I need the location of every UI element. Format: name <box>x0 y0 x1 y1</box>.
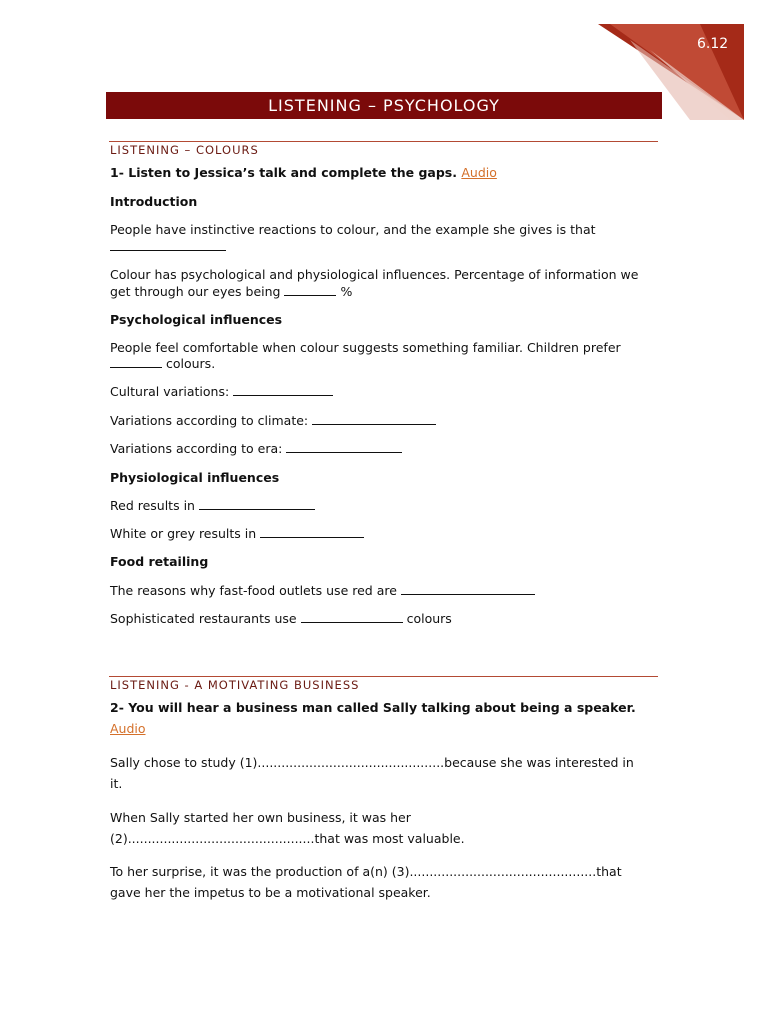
climate-line <box>110 412 660 429</box>
answer-gap[interactable] <box>301 611 403 623</box>
physio-heading: Physiological influences <box>110 470 280 485</box>
section-heading-colours: LISTENING – COLOURS <box>110 143 259 157</box>
intro-gap-line <box>110 238 660 255</box>
intro-heading: Introduction <box>110 194 198 209</box>
white-line <box>110 525 660 542</box>
sophisticated-suffix: colours <box>406 611 452 626</box>
question-1-line-a: Sally chose to study (1)...............................................because she was interested in <box>110 755 634 770</box>
question-1-line-b: it. <box>110 776 123 791</box>
psych-heading: Psychological influences <box>110 312 283 327</box>
answer-gap[interactable] <box>199 498 315 510</box>
audio-link-2-row <box>110 720 660 737</box>
answer-gap[interactable] <box>312 413 436 425</box>
answer-gap[interactable] <box>260 526 364 538</box>
answer-gap[interactable] <box>110 356 162 368</box>
psych-line-1b <box>110 355 660 372</box>
red-line <box>110 497 660 514</box>
percent-sign: % <box>340 284 353 299</box>
question-1 <box>110 752 660 794</box>
sophisticated-line <box>110 610 660 627</box>
question-3-line-b: gave her the impetus to be a motivational speaker. <box>110 885 431 900</box>
question-3-line-a: To her surprise, it was the production of a(n) (3)...............................................that <box>110 864 622 879</box>
section-divider <box>109 676 658 677</box>
fastfood-line <box>110 582 660 599</box>
question-3 <box>110 861 660 903</box>
white-label: White or grey results in <box>110 526 257 541</box>
food-heading: Food retailing <box>110 554 209 569</box>
intro-line-1: People have instinctive reactions to colour, and the example she gives is that <box>110 222 596 237</box>
page-number: 6.12 <box>697 36 729 52</box>
psych-line-1b-text: colours. <box>165 356 216 371</box>
answer-gap[interactable] <box>401 583 535 595</box>
era-line <box>110 440 660 457</box>
page-title: LISTENING – PSYCHOLOGY <box>106 92 662 119</box>
question-2 <box>110 807 660 849</box>
answer-gap[interactable] <box>110 239 226 251</box>
sophisticated-label: Sophisticated restaurants use <box>110 611 297 626</box>
question-2-line-b: (2)...............................................that was most valuable. <box>110 831 465 846</box>
psych-line-1a: People feel comfortable when colour suggests something familiar. Children prefer <box>110 340 621 355</box>
answer-gap[interactable] <box>284 284 336 296</box>
red-label: Red results in <box>110 498 195 513</box>
intro-line-2a: Colour has psychological and physiological influences. Percentage of information we <box>110 267 639 282</box>
cultural-line <box>110 383 660 400</box>
climate-label: Variations according to climate: <box>110 413 309 428</box>
task-1-text: 1- Listen to Jessica’s talk and complete the gaps. <box>110 165 457 180</box>
audio-link-2[interactable]: Audio <box>110 721 146 736</box>
task-2: 2- You will hear a business man called Sally talking about being a speaker. <box>110 700 636 715</box>
answer-gap[interactable] <box>286 441 402 453</box>
intro-line-2b <box>110 283 660 300</box>
answer-gap[interactable] <box>233 384 333 396</box>
audio-link-1[interactable]: Audio <box>461 165 497 180</box>
cultural-label: Cultural variations: <box>110 384 230 399</box>
question-2-line-a: When Sally started her own business, it was her <box>110 810 411 825</box>
fastfood-label: The reasons why fast-food outlets use red are <box>110 583 397 598</box>
era-label: Variations according to era: <box>110 441 283 456</box>
section-divider <box>109 141 658 142</box>
intro-line-2b-text: get through our eyes being <box>110 284 281 299</box>
task-1 <box>110 164 660 181</box>
section-heading-business: LISTENING - A MOTIVATING BUSINESS <box>110 678 360 692</box>
